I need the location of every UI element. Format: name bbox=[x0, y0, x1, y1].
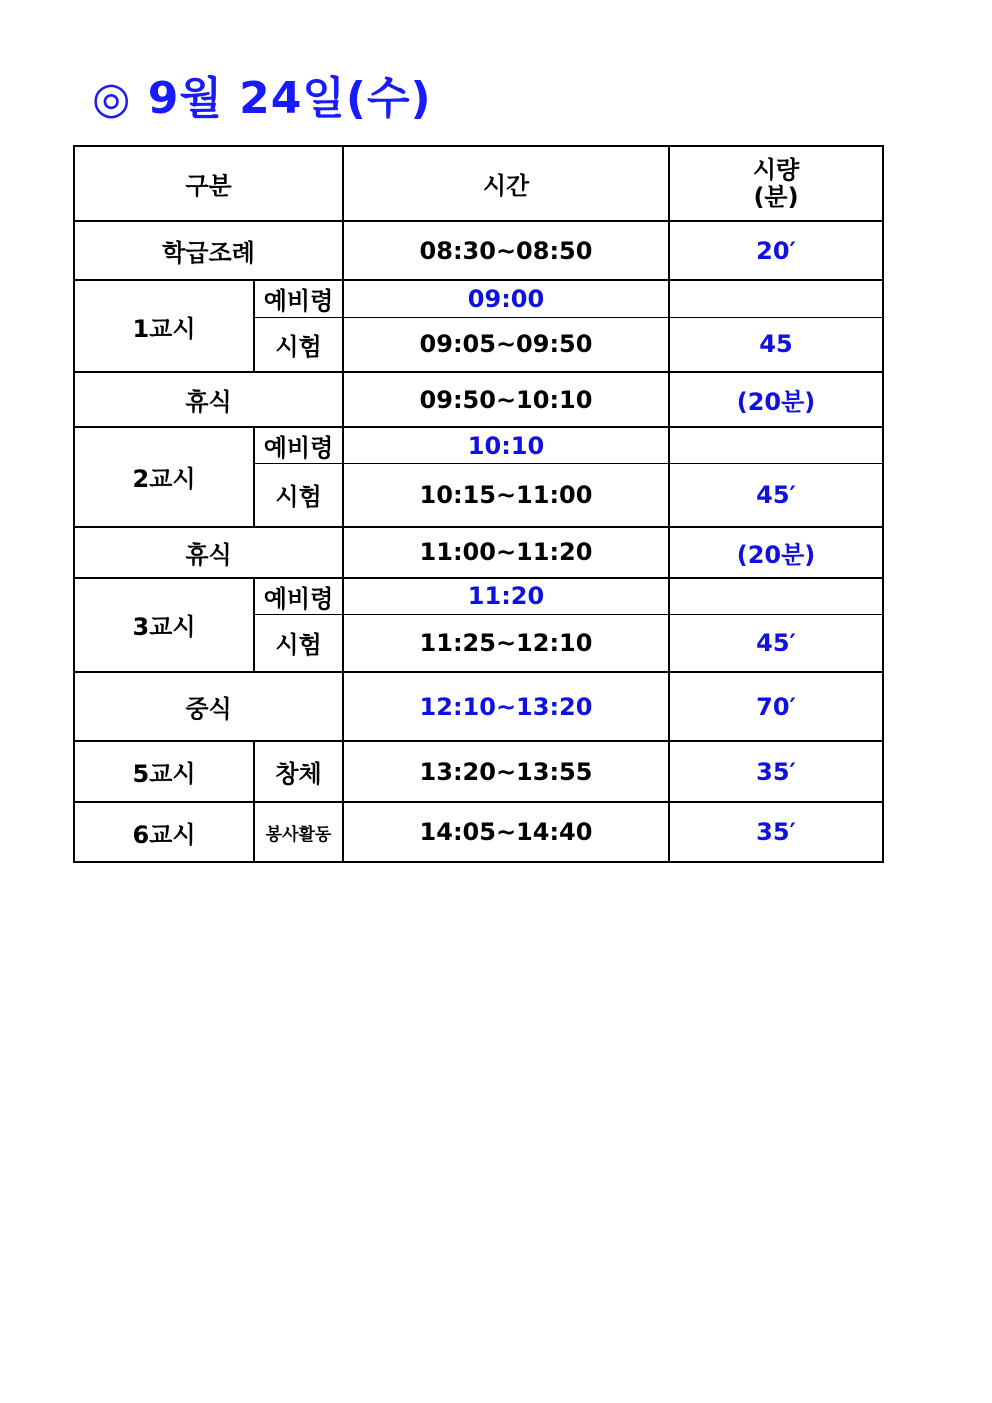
period-label: 2교시 bbox=[74, 427, 254, 527]
header-category: 구분 bbox=[74, 146, 343, 221]
header-row bbox=[74, 146, 883, 221]
period-label: 3교시 bbox=[74, 578, 254, 673]
exam-time: 10:15~11:00 bbox=[343, 464, 669, 527]
row-time: 08:30~08:50 bbox=[343, 221, 669, 280]
row-time: 11:00~11:20 bbox=[343, 527, 669, 578]
table-row bbox=[74, 427, 883, 464]
table-row bbox=[74, 221, 883, 280]
table-row bbox=[74, 672, 883, 741]
table-row bbox=[74, 280, 883, 317]
row-duration: 35′ bbox=[669, 741, 883, 802]
exam-duration: 45 bbox=[669, 317, 883, 372]
prep-label: 예비령 bbox=[254, 578, 343, 615]
header-duration-line2: (분) bbox=[753, 182, 799, 211]
table-row bbox=[74, 372, 883, 427]
exam-label: 시험 bbox=[254, 614, 343, 672]
period-label: 6교시 bbox=[74, 802, 254, 862]
row-time: 14:05~14:40 bbox=[343, 802, 669, 862]
exam-time: 11:25~12:10 bbox=[343, 614, 669, 672]
row-label: 휴식 bbox=[74, 372, 343, 427]
row-duration: (20분) bbox=[669, 372, 883, 427]
prep-label: 예비령 bbox=[254, 280, 343, 317]
prep-duration-empty bbox=[669, 578, 883, 615]
schedule-table bbox=[73, 145, 884, 863]
period-label: 5교시 bbox=[74, 741, 254, 802]
table-row bbox=[74, 578, 883, 615]
activity-label: 봉사활동 bbox=[254, 802, 343, 862]
exam-duration: 45′ bbox=[669, 614, 883, 672]
page-title: ◎ 9월 24일(수) bbox=[92, 73, 432, 124]
row-time: 09:50~10:10 bbox=[343, 372, 669, 427]
exam-duration: 45′ bbox=[669, 464, 883, 527]
table-row bbox=[74, 802, 883, 862]
activity-label: 창체 bbox=[254, 741, 343, 802]
row-label: 학급조례 bbox=[74, 221, 343, 280]
prep-time: 11:20 bbox=[343, 578, 669, 615]
prep-time: 09:00 bbox=[343, 280, 669, 317]
row-duration: 70′ bbox=[669, 672, 883, 741]
row-label: 휴식 bbox=[74, 527, 343, 578]
row-duration: 35′ bbox=[669, 802, 883, 862]
row-label: 중식 bbox=[74, 672, 343, 741]
table-row bbox=[74, 527, 883, 578]
exam-time: 09:05~09:50 bbox=[343, 317, 669, 372]
table-row bbox=[74, 741, 883, 802]
row-duration: 20′ bbox=[669, 221, 883, 280]
prep-time: 10:10 bbox=[343, 427, 669, 464]
period-label: 1교시 bbox=[74, 280, 254, 372]
prep-label: 예비령 bbox=[254, 427, 343, 464]
prep-duration-empty bbox=[669, 280, 883, 317]
exam-label: 시험 bbox=[254, 464, 343, 527]
row-time: 12:10~13:20 bbox=[343, 672, 669, 741]
row-time: 13:20~13:55 bbox=[343, 741, 669, 802]
exam-label: 시험 bbox=[254, 317, 343, 372]
prep-duration-empty bbox=[669, 427, 883, 464]
row-duration: (20분) bbox=[669, 527, 883, 578]
header-duration bbox=[669, 146, 883, 221]
header-duration-line1: 시량 bbox=[752, 156, 800, 185]
header-time: 시간 bbox=[343, 146, 669, 221]
